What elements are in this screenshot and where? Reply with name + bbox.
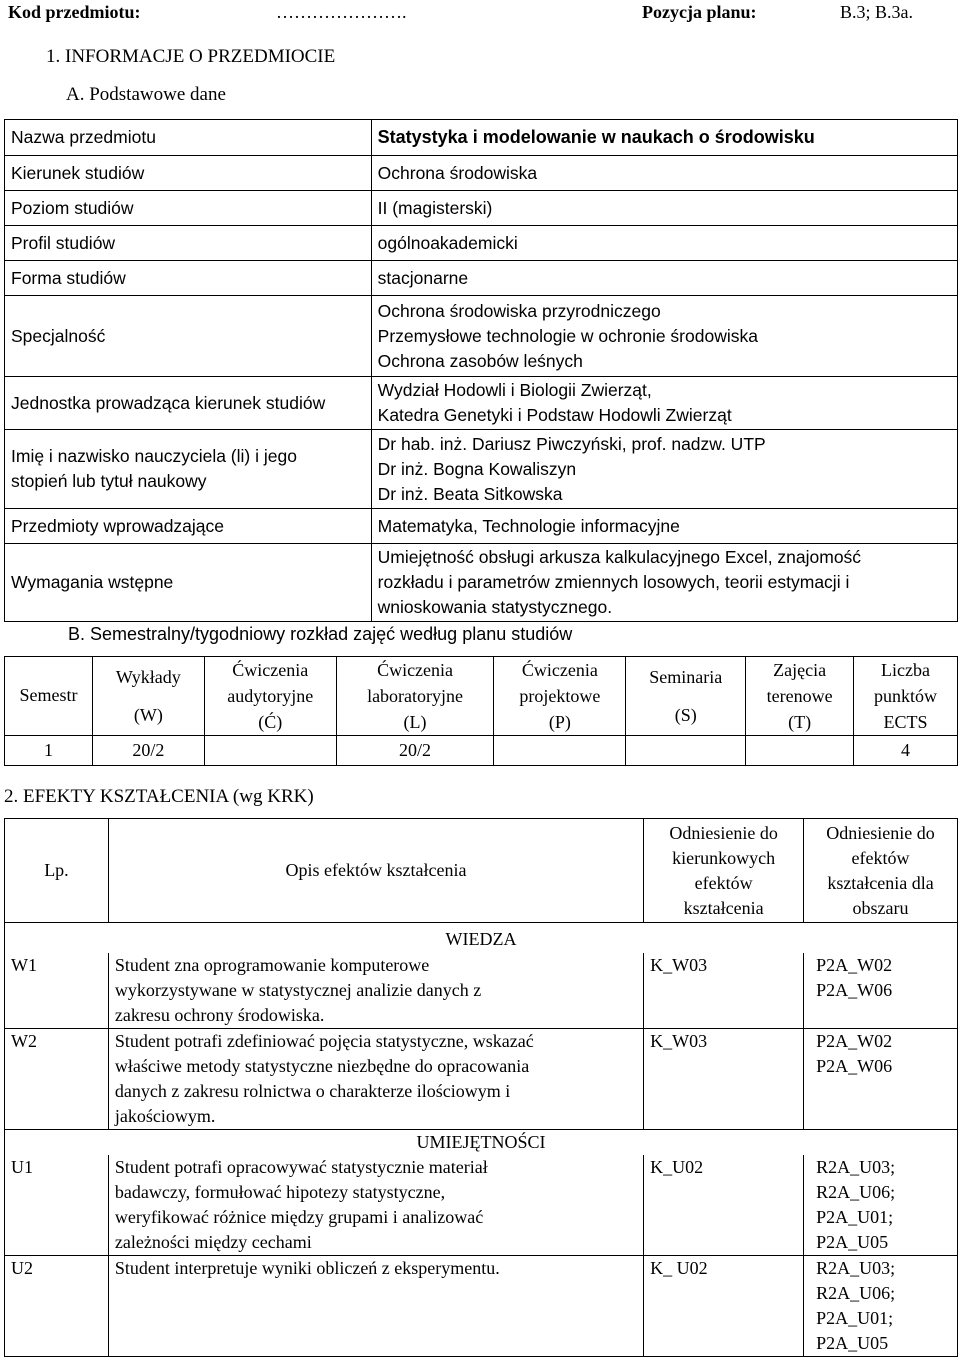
table-row: [5, 1256, 958, 1357]
outcome-area-ref: P2A_W02 P2A_W06: [804, 1028, 958, 1129]
header-ects: Liczba punktów ECTS: [854, 657, 958, 736]
header-lp: Lp.: [5, 819, 109, 923]
label-field-of-study: Kierunek studiów: [5, 156, 372, 191]
study-form: stacjonarne: [371, 261, 957, 296]
teaching-unit-line: Katedra Genetyki i Podstaw Hodowli Zwierząt: [377, 405, 732, 425]
teacher-name: Dr inż. Bogna Kowaliszyn: [377, 458, 577, 479]
section-row-skills: [5, 1129, 958, 1155]
requirements: [371, 544, 957, 622]
outcome-field-ref: K_W03: [644, 953, 804, 1029]
table-row: [5, 156, 958, 191]
section-2-title: 2. EFEKTY KSZTAŁCENIA (wg KRK): [4, 786, 314, 807]
label-teachers-line: stopień lub tytuł naukowy: [11, 471, 207, 491]
table-row: [5, 430, 958, 509]
teaching-unit-line: Wydział Hodowli i Biologii Zwierząt,: [377, 380, 652, 400]
study-profile: ogólnoakademicki: [371, 226, 957, 261]
outcomes-table: [4, 818, 958, 1357]
outcome-description: Student potrafi zdefiniować pojęcia statystyczne, wskazać właściwe metody statystyczne niezbędne do opracowania danych z zakresu rolnictwa o charakterze ilościowym i jakościowym.: [108, 1028, 643, 1129]
skills-heading: UMIEJĘTNOŚCI: [5, 1129, 958, 1155]
table-header-row: [5, 819, 958, 923]
outcome-field-ref: K_U02: [644, 1155, 804, 1256]
table-row: [5, 736, 958, 766]
table-header-row: [5, 657, 958, 736]
specialization-item: Przemysłowe technologie w ochronie środowiska: [377, 325, 758, 346]
outcome-field-ref: K_W03: [644, 1028, 804, 1129]
course-name: Statystyka i modelowanie w naukach o środowisku: [371, 120, 957, 156]
table-row: [5, 226, 958, 261]
label-requirements: Wymagania wstępne: [5, 544, 372, 622]
header-field-classes: Zajęcia terenowe (T): [746, 657, 854, 736]
header-project-exercises: Ćwiczenia projektowe (P): [494, 657, 626, 736]
lectures-value: 20/2: [92, 736, 204, 766]
study-level: II (magisterski): [371, 191, 957, 226]
requirements-line: Umiejętność obsługi arkusza kalkulacyjnego Excel, znajomość: [377, 547, 862, 567]
specialization-item: Ochrona zasobów leśnych: [377, 350, 583, 371]
outcome-area-ref: R2A_U03; R2A_U06; P2A_U01; P2A_U05: [804, 1155, 958, 1256]
section-a-title: A. Podstawowe dane: [66, 84, 226, 105]
outcome-lp: U2: [5, 1256, 109, 1357]
requirements-line: rozkładu i parametrów zmiennych losowych, teorii estymacji i: [377, 572, 850, 592]
outcome-description: Student potrafi opracowywać statystycznie materiał badawczy, formułować hipotezy statystyczne, weryfikować różnice między grupami i analizować zależności między cechami: [108, 1155, 643, 1256]
outcome-description: Student interpretuje wyniki obliczeń z eksperymentu.: [108, 1256, 643, 1357]
course-code-label: Kod przedmiotu:: [8, 2, 141, 22]
label-study-form: Forma studiów: [5, 261, 372, 296]
lab-value: 20/2: [336, 736, 494, 766]
field-value: [746, 736, 854, 766]
table-row: [5, 261, 958, 296]
label-teachers-line: Imię i nazwisko nauczyciela (li) i jego: [11, 446, 297, 466]
basic-data-table: [4, 119, 958, 622]
teacher-name: Dr hab. inż. Dariusz Piwczyński, prof. nadzw. UTP: [377, 433, 766, 454]
label-study-profile: Profil studiów: [5, 226, 372, 261]
table-row: [5, 953, 958, 1029]
header-semester: Semestr: [5, 657, 93, 736]
auditory-value: [204, 736, 336, 766]
label-prerequisite-courses: Przedmioty wprowadzające: [5, 509, 372, 544]
teacher-name: Dr inż. Beata Sitkowska: [377, 483, 563, 504]
teaching-unit: [371, 377, 957, 430]
schedule-table: [4, 656, 958, 766]
outcome-lp: U1: [5, 1155, 109, 1256]
outcome-description: Student zna oprogramowanie komputerowe wykorzystywane w statystycznej analizie danych z zakresu ochrony środowiska.: [108, 953, 643, 1029]
header-lectures: Wykłady (W): [92, 657, 204, 736]
header-seminars: Seminaria (S): [626, 657, 746, 736]
table-row: [5, 377, 958, 430]
specialization: [371, 296, 957, 377]
section-b-title: B. Semestralny/tygodniowy rozkład zajęć według planu studiów: [68, 624, 573, 644]
section-row-knowledge: [5, 923, 958, 953]
label-specialization: Specjalność: [5, 296, 372, 377]
section-1-title: 1. INFORMACJE O PRZEDMIOCIE: [46, 46, 336, 67]
seminars-value: [626, 736, 746, 766]
header-area-outcomes: Odniesienie do efektów kształcenia dla obszaru: [804, 819, 958, 923]
project-value: [494, 736, 626, 766]
outcome-lp: W2: [5, 1028, 109, 1129]
table-row: [5, 191, 958, 226]
label-teachers: [5, 430, 372, 509]
semester-value: 1: [5, 736, 93, 766]
knowledge-heading: WIEDZA: [5, 923, 958, 953]
plan-position-label: Pozycja planu:: [642, 2, 757, 22]
label-teaching-unit: Jednostka prowadząca kierunek studiów: [5, 377, 372, 430]
plan-position-value: B.3; B.3a.: [840, 2, 914, 22]
table-row: [5, 509, 958, 544]
field-of-study: Ochrona środowiska: [371, 156, 957, 191]
course-code-value: ………………….: [276, 2, 407, 22]
teachers: [371, 430, 957, 509]
table-row: [5, 120, 958, 156]
table-row: [5, 1028, 958, 1129]
label-study-level: Poziom studiów: [5, 191, 372, 226]
table-row: [5, 544, 958, 622]
outcome-area-ref: P2A_W02 P2A_W06: [804, 953, 958, 1029]
table-row: [5, 296, 958, 377]
requirements-line: wnioskowania statystycznego.: [377, 597, 613, 617]
outcome-lp: W1: [5, 953, 109, 1029]
header-field-outcomes: Odniesienie do kierunkowych efektów kształcenia: [644, 819, 804, 923]
header-description: Opis efektów kształcenia: [108, 819, 643, 923]
outcome-field-ref: K_ U02: [644, 1256, 804, 1357]
prerequisite-courses: Matematyka, Technologie informacyjne: [371, 509, 957, 544]
header-lab-exercises: Ćwiczenia laboratoryjne (L): [336, 657, 494, 736]
label-course-name: Nazwa przedmiotu: [5, 120, 372, 156]
header-auditory-exercises: Ćwiczenia audytoryjne (Ć): [204, 657, 336, 736]
outcome-area-ref: R2A_U03; R2A_U06; P2A_U01; P2A_U05: [804, 1256, 958, 1357]
table-row: [5, 1155, 958, 1256]
ects-value: 4: [854, 736, 958, 766]
specialization-item: Ochrona środowiska przyrodniczego: [377, 300, 661, 321]
